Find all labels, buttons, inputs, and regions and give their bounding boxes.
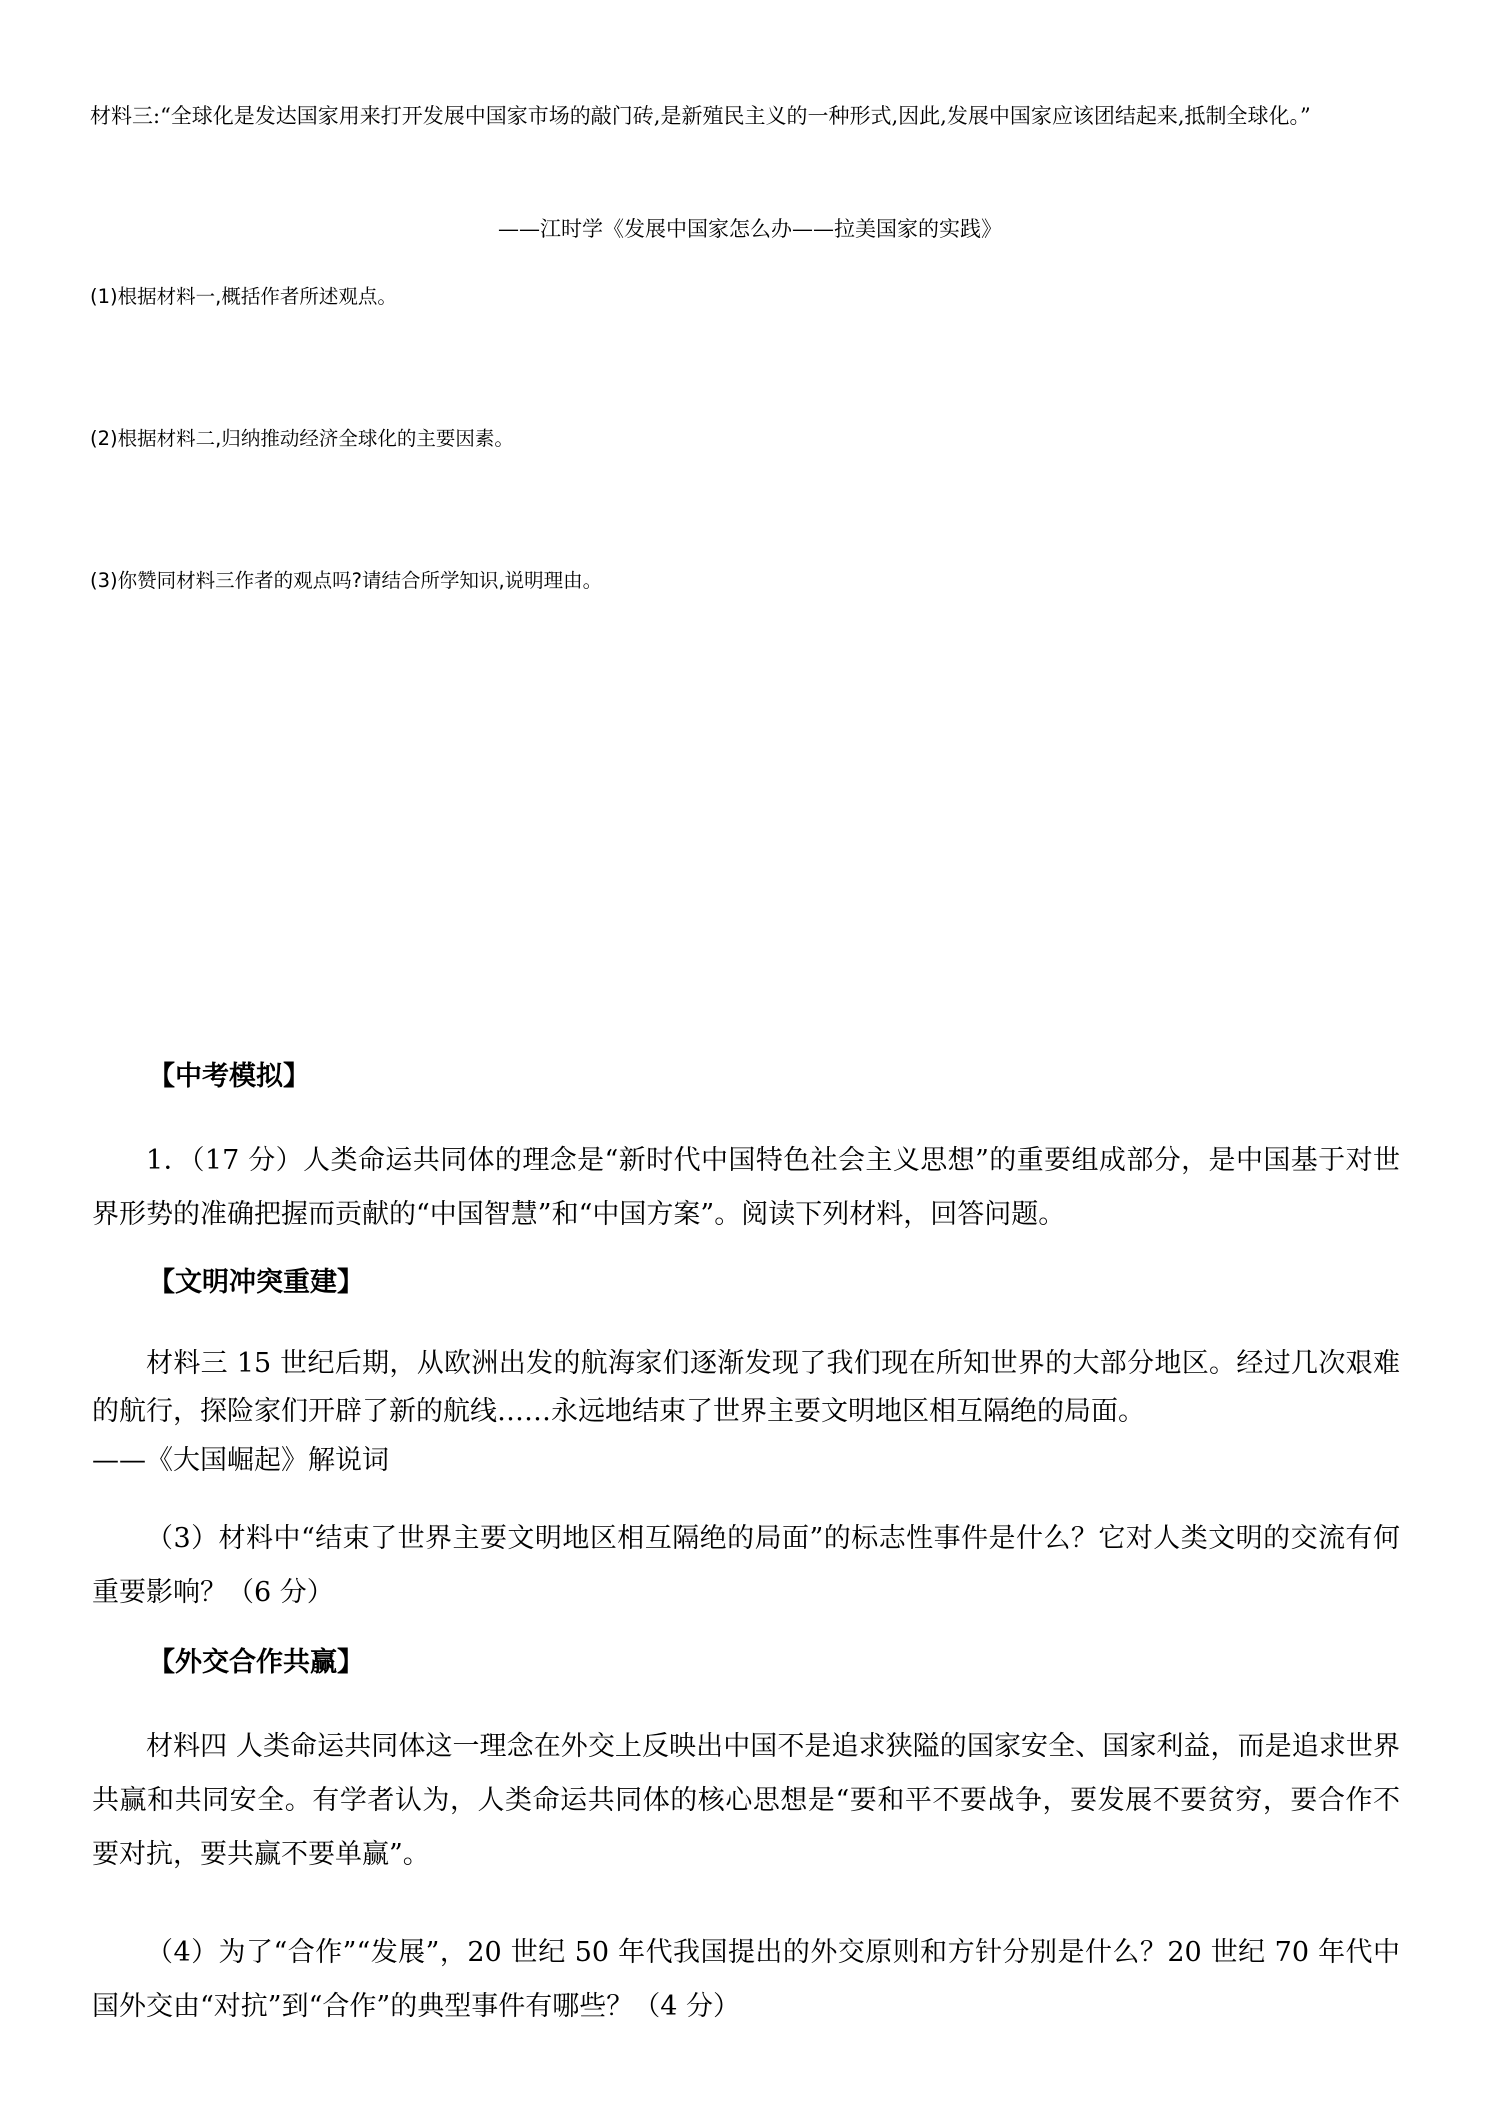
heading-civilization-conflict: 【文明冲突重建】: [148, 1267, 364, 1298]
question-2-factors: (2)根据材料二,归纳推动经济全球化的主要因素。: [90, 427, 514, 450]
question-3-agree-or-not: (3)你赞同材料三作者的观点吗?请结合所学知识,说明理由。: [90, 569, 603, 592]
material3-source-citation: ——江时学《发展中国家怎么办——拉美国家的实践》: [498, 217, 1002, 241]
material3-quote-globalization: 材料三:“全球化是发达国家用来打开发展中国家市场的敲门砖,是新殖民主义的一种形式,因此,发展中国家应该团结起来,抵制全球化。”: [90, 104, 1311, 128]
heading-diplomacy-cooperation: 【外交合作共赢】: [148, 1647, 364, 1678]
heading-mock-exam: 【中考模拟】: [148, 1061, 310, 1092]
question-4-diplomatic-principles: （4）为了“合作”“发展”，20 世纪 50 年代我国提出的外交原则和方针分别是什么？20 世纪 70 年代中国外交由“对抗”到“合作”的典型事件有哪些？（4 分）: [92, 1937, 1400, 2022]
question-1-summarize-view: (1)根据材料一,概括作者所述观点。: [90, 285, 397, 308]
question-intro-community-shared-future: 1．（17 分）人类命运共同体的理念是“新时代中国特色社会主义思想”的重要组成部分，是中国基于对世界形势的准确把握而贡献的“中国智慧”和“中国方案”。阅读下列材料，回答问题。: [92, 1145, 1400, 1230]
material3-new-sea-routes: 材料三 15 世纪后期，从欧洲出发的航海家们逐渐发现了我们现在所知世界的大部分地区。经过几次艰难的航行，探险家们开辟了新的航线……永远地结束了世界主要文明地区相互隔绝的局面。: [92, 1348, 1400, 1427]
material3-source-rise-of-great-powers: ——《大国崛起》解说词: [92, 1445, 389, 1476]
question-3-landmark-event: （3）材料中“结束了世界主要文明地区相互隔绝的局面”的标志性事件是什么？它对人类文明的交流有何重要影响？（6 分）: [92, 1523, 1400, 1608]
material4-diplomacy: 材料四 人类命运共同体这一理念在外交上反映出中国不是追求狭隘的国家安全、国家利益，而是追求世界共赢和共同安全。有学者认为，人类命运共同体的核心思想是“要和平不要战争，要发展不要贫穷，要合作不要对抗，要共赢不要单赢”。: [92, 1731, 1400, 1870]
